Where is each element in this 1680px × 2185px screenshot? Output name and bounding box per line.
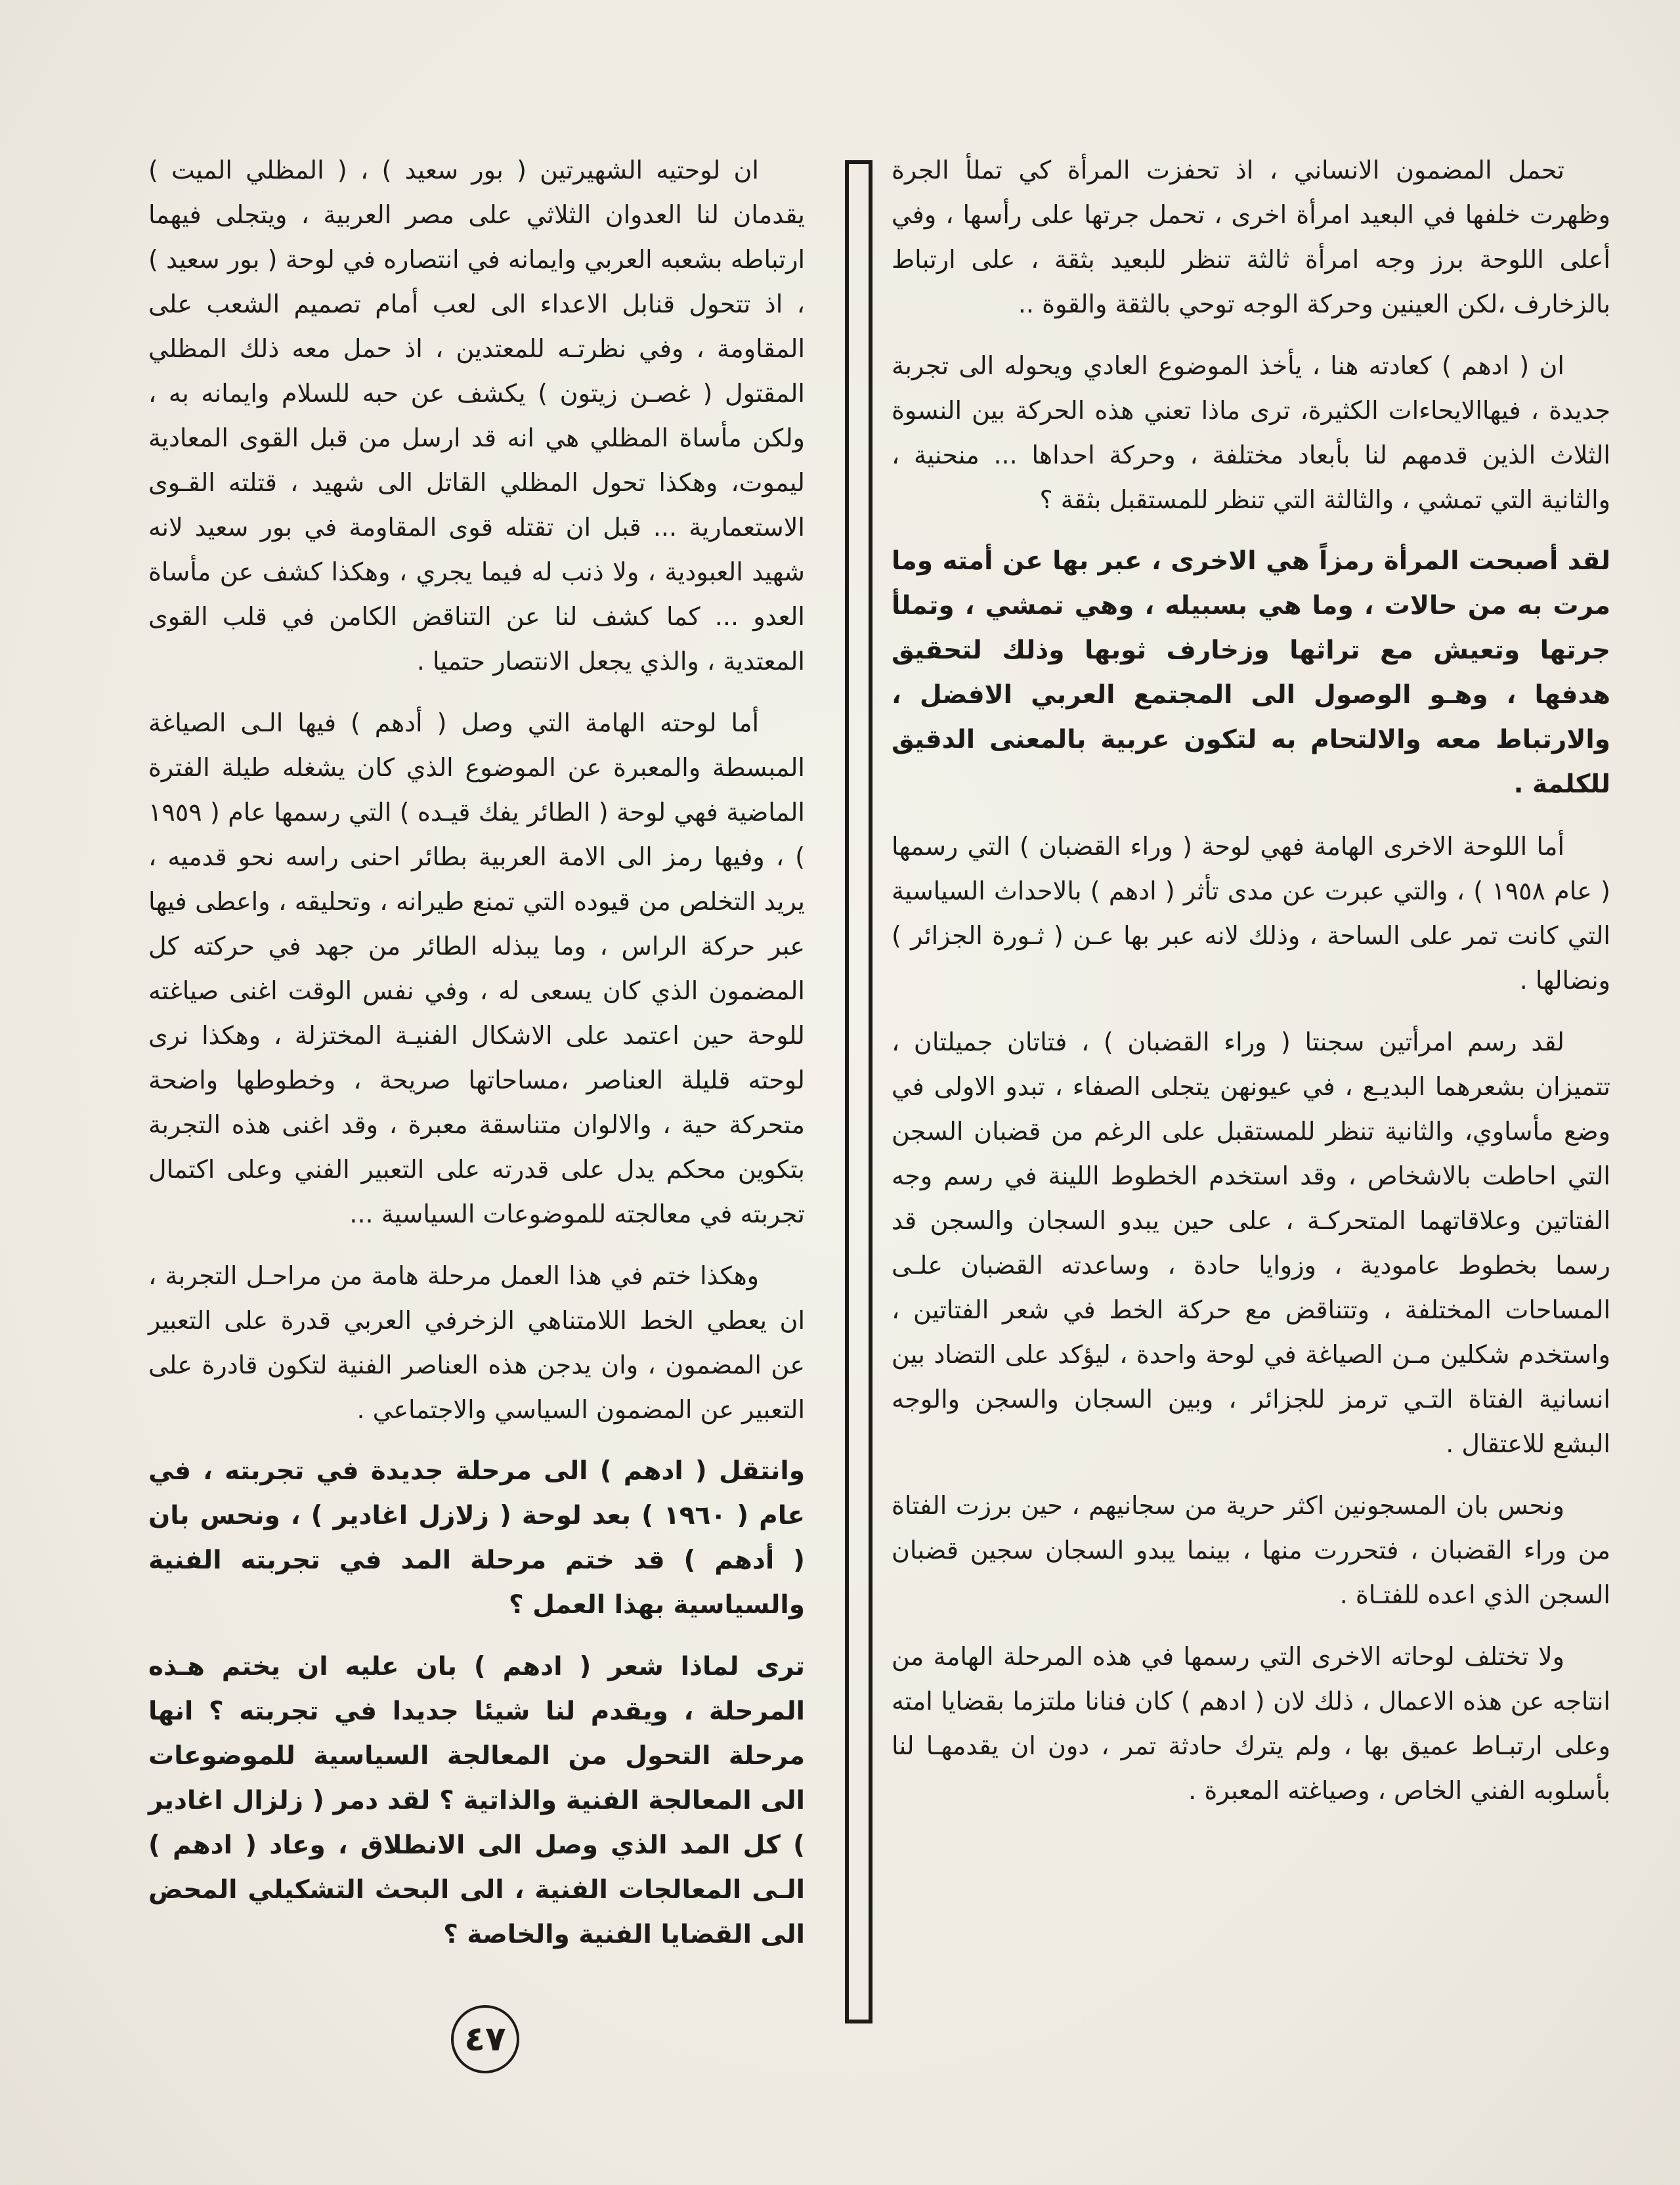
left-paragraph-3: وهكذا ختم في هذا العمل مرحلة هامة من مراحـل التجربة ، ان يعطي الخط اللامتناهي الزخرفي العربي قدرة على التعبير عن المضمون ، وان يدجن هذه العناصر الفنية لتكون قادرة على التعبير عن المضمون السياسي والاجتماعي . [148, 1261, 805, 1424]
right-paragraph-3-bold: لقد أصبحت المرأة رمزاً هي الاخرى ، عبر بها عن أمته وما مرت به من حالات ، وما هي بسبيله ، وهي تمشي ، وتملأ جرتها وتعيش مع تراثها وزخارف ثوبها وذلك لتحقيق هدفها ، وهـو الوصول الى المجتمع العربي الافضل ، والارتباط معه والالتحام به لتكون عربية بالمعنى الدقيق للكلمة . [892, 546, 1610, 799]
left-paragraph-2: أما لوحته الهامة التي وصل ( أدهم ) فيها الـى الصياغة المبسطة والمعبرة عن الموضوع الذي كان يشغله طيلة الفترة الماضية فهي لوحة ( الطائر يفك قيـده ) التي رسمها عام ( ١٩٥٩ ) ، وفيها رمز الى الامة العربية بطائر احنى راسه نحو قدميه ، يريد التخلص من قيوده التي تمنع طيرانه ، وتحليقه ، واعطى فيها عبر حركة الراس ، وما يبذله الطائر من جهد في حركته كل المضمون الذي كان يسعى له ، وفي نفس الوقت اغنى صياغته للوحة حين اعتمد على الاشكال الفنيـة المختزلة ، وهكذا نرى لوحته قليلة العناصر ،مساحاتها صريحة ، وخطوطها واضحة متحركة حية ، والالوان متناسقة معبرة ، وقد اغنى هذه التجربة بتكوين محكم يدل على قدرته على التعبير الفني وعلى اكتمال تجربته في معالجته للموضوعات السياسية ... [148, 708, 805, 1228]
right-paragraph-7: ولا تختلف لوحاته الاخرى التي رسمها في هذه المرحلة الهامة من انتاجه عن هذه الاعمال ، ذلك لان ( ادهم ) كان فنانا ملتزما بقضايا امته وعلى ارتبـاط عميق بها ، ولم يترك حادثة تمر ، دون ان يقدمهـا لنا بأسلوبه الفني الخاص ، وصياغته المعبرة . [892, 1642, 1610, 1805]
right-paragraph-5: لقد رسم امرأتين سجنتا ( وراء القضبان ) ، فتاتان جميلتان ، تتميزان بشعرهما البديـع ، في عيونهن يتجلى الصفاء ، تبدو الاولى في وضع مأساوي، والثانية تنظر للمستقبل على الرغم من قضبان السجن التي احاطت بالاشخاص ، وقد استخدم الخطوط اللينة في رسم وجه الفتاتين وعلاقاتهما المتحركـة ، على حين يبدو السجان والسجن قد رسما بخطوط عامودية ، وزوايا حادة ، وساعدته القضبان علـى المساحات المختلفة ، وتتناقض مع حركة الخط في شعر الفتاتين ، واستخدم شكلين مـن الصياغة في لوحة واحدة ، ليؤكد على التضاد بين انسانية الفتاة التـي ترمز للجزائر ، وبين السجان والسجن والوجه البشع للاعتقال . [892, 1028, 1610, 1458]
right-paragraph-2: ان ( ادهم ) كعادته هنا ، يأخذ الموضوع العادي ويحوله الى تجربة جديدة ، فيهاالايحاءات الكثيرة، ترى ماذا تعني هذه الحركة بين النسوة الثلاث الذين قدمهم لنا بأبعاد مختلفة ، وحركة احداها ... منحنية ، والثانية التي تمشي ، والثالثة التي تنظر للمستقبل بثقة ؟ [892, 351, 1610, 514]
column-divider [845, 160, 872, 2023]
left-paragraph-1: ان لوحتيه الشهيرتين ( بور سعيد ) ، ( المظلي الميت ) يقدمان لنا العدوان الثلاثي على مصر العربية ، ويتجلى فيهما ارتباطه بشعبه العربي وايمانه في انتصاره في لوحة ( بور سعيد ) ، اذ تتحول قنابل الاعداء الى لعب أمام تصميم الشعب على المقاومة ، وفي نظرتـه للمعتدين ، اذ حمل معه ذلك المظلي المقتول ( غصـن زيتون ) يكشف عن حبه للسلام وايمانه به ، ولكن مأساة المظلي هي انه قد ارسل من قبل القوى المعادية ليموت، وهكذا تحول المظلي القاتل الى شهيد ، قتلته القـوى الاستعمارية ... قبل ان تقتله قوى المقاومة في بور سعيد لانه شهيد العبودية ، ولا ذنب له فيما يجري ، وهكذا كشف عن مأساة العدو ... كما كشف لنا عن التناقض الكامن في قلب القوى المعتدية ، والذي يجعل الانتصار حتميا . [148, 156, 805, 676]
right-column [892, 148, 1610, 1830]
left-paragraph-4-bold: وانتقل ( ادهم ) الى مرحلة جديدة في تجربته ، في عام ( ١٩٦٠ ) بعد لوحة ( زلازل اغادير ) ، ونحس بان ( أدهم ) قد ختم مرحلة المد في تجربته الفنية والسياسية بهذا العمل ؟ [148, 1456, 805, 1620]
right-paragraph-6: ونحس بان المسجونين اكثر حرية من سجانيهم ، حين برزت الفتاة من وراء القضبان ، فتحررت منها ، بينما يبدو السجان سجين قضبان السجن الذي اعده للفتـاة . [892, 1491, 1610, 1609]
right-paragraph-1: تحمل المضمون الانساني ، اذ تحفزت المرأة كي تملأ الجرة وظهرت خلفها في البعيد امرأة اخرى ، تحمل جرتها على رأسها ، وفي أعلى اللوحة برز وجه امرأة ثالثة تنظر للبعيد بثقة ، على ارتباط بالزخارف ،لكن العينين وحركة الوجه توحي بالثقة والقوة .. [892, 156, 1610, 318]
left-column [148, 148, 805, 1974]
page-number: ٤٧ [451, 2005, 519, 2073]
left-paragraph-5-bold: ترى لماذا شعر ( ادهم ) بان عليه ان يختم هـذه المرحلة ، ويقدم لنا شيئا جديدا في تجربته ؟ انها مرحلة التحول من المعالجة السياسية للموضوعات الى المعالجة الفنية والذاتية ؟ لقد دمر ( زلزال اغادير ) كل المد الذي وصل الى الانطلاق ، وعاد ( ادهم ) الـى المعالجات الفنية ، الى البحث التشكيلي المحض الى القضايا الفنية والخاصة ؟ [148, 1652, 805, 1949]
right-paragraph-4: أما اللوحة الاخرى الهامة فهي لوحة ( وراء القضبان ) التي رسمها ( عام ١٩٥٨ ) ، والتي عبرت عن مدى تأثر ( ادهم ) بالاحداث السياسية التي كانت تمر على الساحة ، وذلك لانه عبر بها عـن ( ثـورة الجزائر ) ونضالها . [892, 832, 1611, 995]
